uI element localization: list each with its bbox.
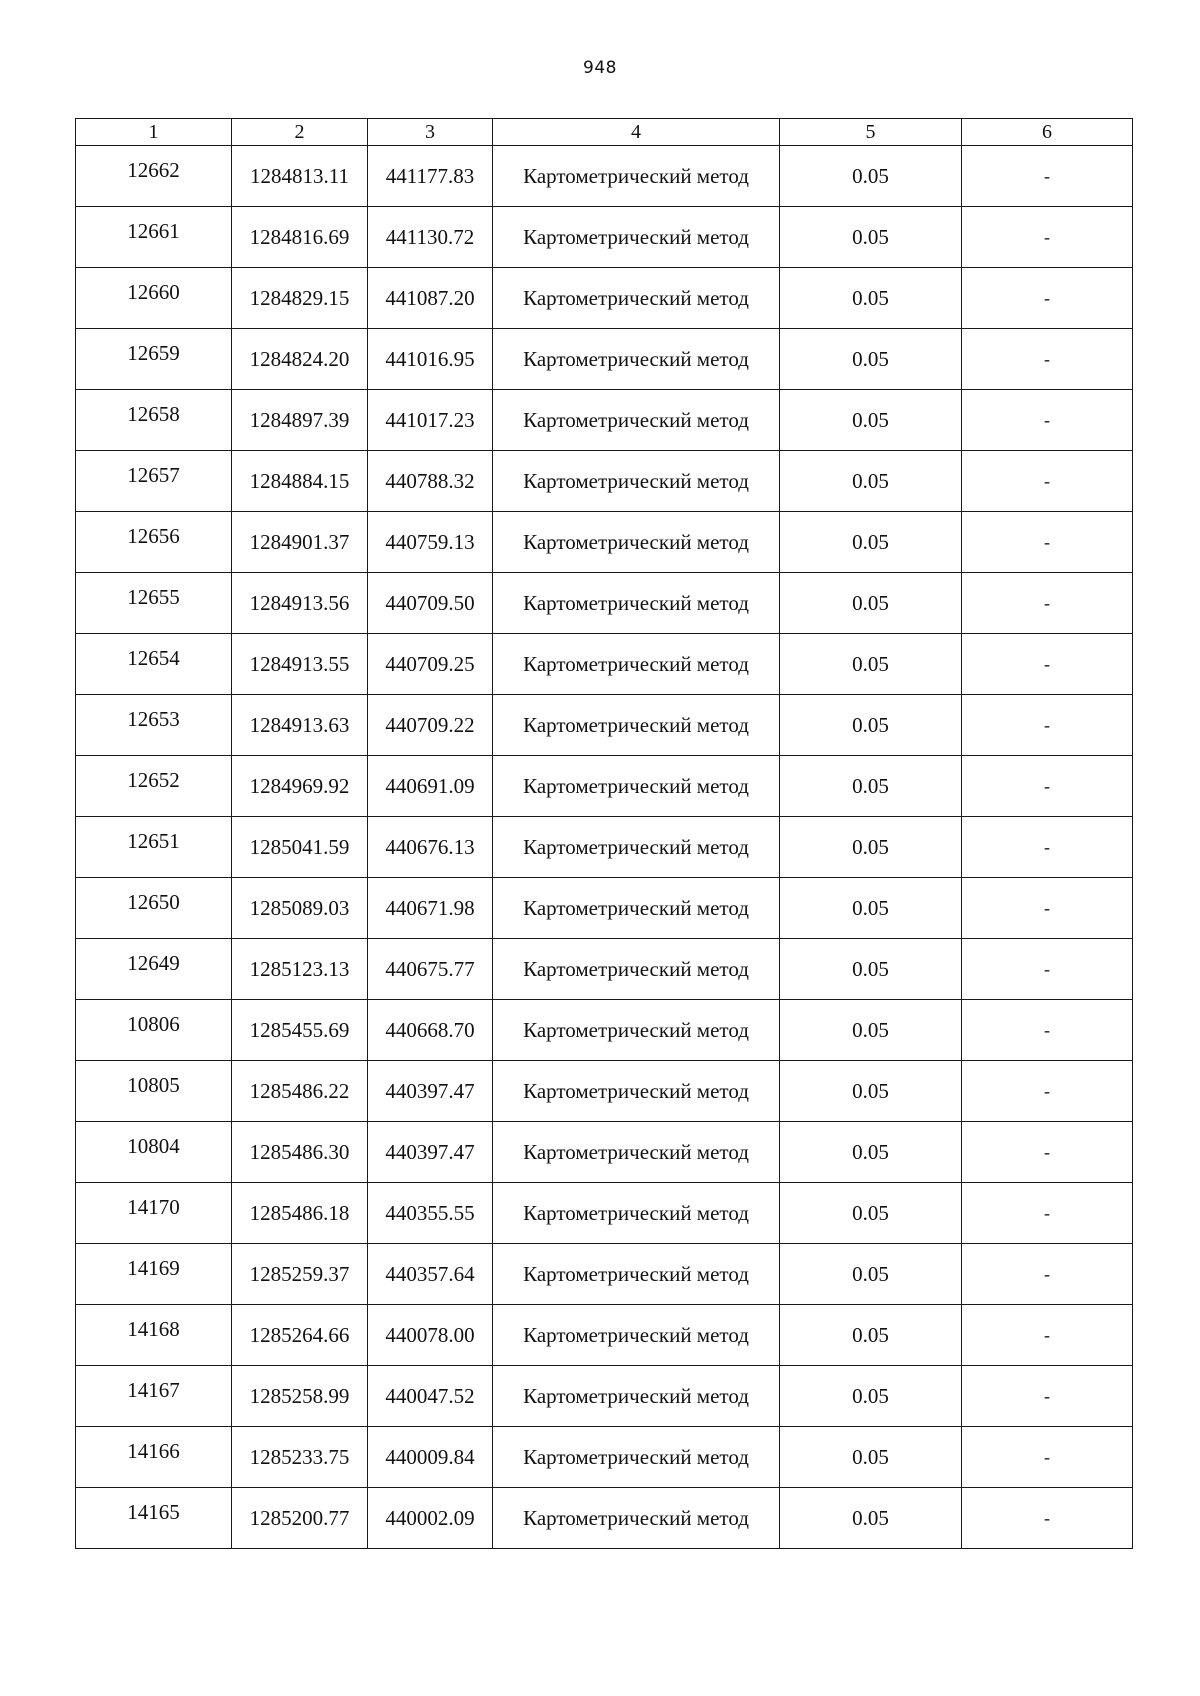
- method-cell: Картометрический метод: [493, 634, 780, 695]
- x-coordinate-cell: 1285264.66: [232, 1305, 368, 1366]
- point-number-cell: 14168: [76, 1305, 232, 1366]
- table-row: [76, 1244, 1133, 1305]
- method-cell: Картометрический метод: [493, 1061, 780, 1122]
- method-cell: Картометрический метод: [493, 1305, 780, 1366]
- note-cell: -: [962, 1488, 1133, 1549]
- point-number-cell: 12652: [76, 756, 232, 817]
- method-cell: Картометрический метод: [493, 695, 780, 756]
- table-row: [76, 817, 1133, 878]
- point-number-cell: 12660: [76, 268, 232, 329]
- x-coordinate-cell: 1284901.37: [232, 512, 368, 573]
- x-coordinate-cell: 1285259.37: [232, 1244, 368, 1305]
- accuracy-cell: 0.05: [780, 268, 962, 329]
- accuracy-cell: 0.05: [780, 1183, 962, 1244]
- table-row: [76, 268, 1133, 329]
- note-cell: -: [962, 1427, 1133, 1488]
- note-cell: -: [962, 634, 1133, 695]
- y-coordinate-cell: 440357.64: [368, 1244, 493, 1305]
- y-coordinate-cell: 440047.52: [368, 1366, 493, 1427]
- point-number-cell: 14167: [76, 1366, 232, 1427]
- accuracy-cell: 0.05: [780, 1427, 962, 1488]
- method-cell: Картометрический метод: [493, 939, 780, 1000]
- accuracy-cell: 0.05: [780, 634, 962, 695]
- method-cell: Картометрический метод: [493, 207, 780, 268]
- column-header: 6: [962, 119, 1133, 146]
- x-coordinate-cell: 1284913.63: [232, 695, 368, 756]
- table-row: [76, 1366, 1133, 1427]
- accuracy-cell: 0.05: [780, 1122, 962, 1183]
- column-header: 2: [232, 119, 368, 146]
- x-coordinate-cell: 1284969.92: [232, 756, 368, 817]
- accuracy-cell: 0.05: [780, 878, 962, 939]
- table-row: [76, 1305, 1133, 1366]
- accuracy-cell: 0.05: [780, 329, 962, 390]
- point-number-cell: 12650: [76, 878, 232, 939]
- table-row: [76, 451, 1133, 512]
- y-coordinate-cell: 440691.09: [368, 756, 493, 817]
- accuracy-cell: 0.05: [780, 817, 962, 878]
- y-coordinate-cell: 441130.72: [368, 207, 493, 268]
- point-number-cell: 12653: [76, 695, 232, 756]
- point-number-cell: 12649: [76, 939, 232, 1000]
- method-cell: Картометрический метод: [493, 329, 780, 390]
- x-coordinate-cell: 1285455.69: [232, 1000, 368, 1061]
- table-row: [76, 878, 1133, 939]
- x-coordinate-cell: 1284816.69: [232, 207, 368, 268]
- y-coordinate-cell: 440675.77: [368, 939, 493, 1000]
- accuracy-cell: 0.05: [780, 207, 962, 268]
- y-coordinate-cell: 441017.23: [368, 390, 493, 451]
- point-number-cell: 12651: [76, 817, 232, 878]
- accuracy-cell: 0.05: [780, 390, 962, 451]
- method-cell: Картометрический метод: [493, 1183, 780, 1244]
- column-header: 3: [368, 119, 493, 146]
- method-cell: Картометрический метод: [493, 1244, 780, 1305]
- column-header: 5: [780, 119, 962, 146]
- table-row: [76, 695, 1133, 756]
- y-coordinate-cell: 440671.98: [368, 878, 493, 939]
- x-coordinate-cell: 1285258.99: [232, 1366, 368, 1427]
- accuracy-cell: 0.05: [780, 939, 962, 1000]
- accuracy-cell: 0.05: [780, 1244, 962, 1305]
- point-number-cell: 12655: [76, 573, 232, 634]
- note-cell: -: [962, 1244, 1133, 1305]
- method-cell: Картометрический метод: [493, 756, 780, 817]
- note-cell: -: [962, 207, 1133, 268]
- y-coordinate-cell: 440397.47: [368, 1061, 493, 1122]
- table-body: [76, 146, 1133, 1549]
- table-row: [76, 390, 1133, 451]
- table-row: [76, 1061, 1133, 1122]
- table-row: [76, 1183, 1133, 1244]
- method-cell: Картометрический метод: [493, 878, 780, 939]
- page-number: 948: [583, 58, 617, 78]
- accuracy-cell: 0.05: [780, 1000, 962, 1061]
- method-cell: Картометрический метод: [493, 451, 780, 512]
- point-number-cell: 12659: [76, 329, 232, 390]
- accuracy-cell: 0.05: [780, 573, 962, 634]
- point-number-cell: 12656: [76, 512, 232, 573]
- table-row: [76, 1000, 1133, 1061]
- table-row: [76, 329, 1133, 390]
- note-cell: -: [962, 817, 1133, 878]
- note-cell: -: [962, 146, 1133, 207]
- note-cell: -: [962, 573, 1133, 634]
- y-coordinate-cell: 440078.00: [368, 1305, 493, 1366]
- y-coordinate-cell: 441087.20: [368, 268, 493, 329]
- table-row: [76, 146, 1133, 207]
- x-coordinate-cell: 1285233.75: [232, 1427, 368, 1488]
- x-coordinate-cell: 1284913.56: [232, 573, 368, 634]
- method-cell: Картометрический метод: [493, 146, 780, 207]
- y-coordinate-cell: 440397.47: [368, 1122, 493, 1183]
- table-row: [76, 207, 1133, 268]
- accuracy-cell: 0.05: [780, 451, 962, 512]
- accuracy-cell: 0.05: [780, 512, 962, 573]
- table-row: [76, 634, 1133, 695]
- y-coordinate-cell: 440668.70: [368, 1000, 493, 1061]
- point-number-cell: 10805: [76, 1061, 232, 1122]
- point-number-cell: 12662: [76, 146, 232, 207]
- accuracy-cell: 0.05: [780, 695, 962, 756]
- x-coordinate-cell: 1284824.20: [232, 329, 368, 390]
- point-number-cell: 14170: [76, 1183, 232, 1244]
- method-cell: Картометрический метод: [493, 1488, 780, 1549]
- point-number-cell: 10806: [76, 1000, 232, 1061]
- method-cell: Картометрический метод: [493, 1000, 780, 1061]
- x-coordinate-cell: 1284884.15: [232, 451, 368, 512]
- x-coordinate-cell: 1284897.39: [232, 390, 368, 451]
- table-row: [76, 512, 1133, 573]
- note-cell: -: [962, 939, 1133, 1000]
- x-coordinate-cell: 1285089.03: [232, 878, 368, 939]
- note-cell: -: [962, 1000, 1133, 1061]
- column-header: 4: [493, 119, 780, 146]
- y-coordinate-cell: 440676.13: [368, 817, 493, 878]
- point-number-cell: 14169: [76, 1244, 232, 1305]
- y-coordinate-cell: 440009.84: [368, 1427, 493, 1488]
- x-coordinate-cell: 1285041.59: [232, 817, 368, 878]
- x-coordinate-cell: 1284813.11: [232, 146, 368, 207]
- method-cell: Картометрический метод: [493, 573, 780, 634]
- y-coordinate-cell: 440709.25: [368, 634, 493, 695]
- y-coordinate-cell: 440709.50: [368, 573, 493, 634]
- point-number-cell: 14165: [76, 1488, 232, 1549]
- point-number-cell: 14166: [76, 1427, 232, 1488]
- method-cell: Картометрический метод: [493, 1366, 780, 1427]
- accuracy-cell: 0.05: [780, 146, 962, 207]
- coordinates-table: [75, 118, 1133, 1549]
- note-cell: -: [962, 1366, 1133, 1427]
- table-row: [76, 939, 1133, 1000]
- table-header-row: [76, 119, 1133, 146]
- accuracy-cell: 0.05: [780, 1488, 962, 1549]
- note-cell: -: [962, 1305, 1133, 1366]
- x-coordinate-cell: 1285486.30: [232, 1122, 368, 1183]
- method-cell: Картометрический метод: [493, 817, 780, 878]
- accuracy-cell: 0.05: [780, 1305, 962, 1366]
- note-cell: -: [962, 512, 1133, 573]
- point-number-cell: 12661: [76, 207, 232, 268]
- x-coordinate-cell: 1285486.18: [232, 1183, 368, 1244]
- note-cell: -: [962, 1061, 1133, 1122]
- x-coordinate-cell: 1284913.55: [232, 634, 368, 695]
- note-cell: -: [962, 756, 1133, 817]
- x-coordinate-cell: 1285200.77: [232, 1488, 368, 1549]
- accuracy-cell: 0.05: [780, 1061, 962, 1122]
- table-row: [76, 1427, 1133, 1488]
- note-cell: -: [962, 1122, 1133, 1183]
- table-row: [76, 756, 1133, 817]
- point-number-cell: 12654: [76, 634, 232, 695]
- y-coordinate-cell: 440709.22: [368, 695, 493, 756]
- y-coordinate-cell: 440788.32: [368, 451, 493, 512]
- accuracy-cell: 0.05: [780, 1366, 962, 1427]
- y-coordinate-cell: 440002.09: [368, 1488, 493, 1549]
- x-coordinate-cell: 1285123.13: [232, 939, 368, 1000]
- note-cell: -: [962, 695, 1133, 756]
- point-number-cell: 12658: [76, 390, 232, 451]
- note-cell: -: [962, 390, 1133, 451]
- note-cell: -: [962, 878, 1133, 939]
- table-row: [76, 1122, 1133, 1183]
- point-number-cell: 10804: [76, 1122, 232, 1183]
- method-cell: Картометрический метод: [493, 1122, 780, 1183]
- table-row: [76, 573, 1133, 634]
- method-cell: Картометрический метод: [493, 268, 780, 329]
- note-cell: -: [962, 451, 1133, 512]
- note-cell: -: [962, 1183, 1133, 1244]
- note-cell: -: [962, 268, 1133, 329]
- x-coordinate-cell: 1284829.15: [232, 268, 368, 329]
- method-cell: Картометрический метод: [493, 390, 780, 451]
- table-row: [76, 1488, 1133, 1549]
- y-coordinate-cell: 441016.95: [368, 329, 493, 390]
- y-coordinate-cell: 441177.83: [368, 146, 493, 207]
- note-cell: -: [962, 329, 1133, 390]
- y-coordinate-cell: 440759.13: [368, 512, 493, 573]
- y-coordinate-cell: 440355.55: [368, 1183, 493, 1244]
- x-coordinate-cell: 1285486.22: [232, 1061, 368, 1122]
- method-cell: Картометрический метод: [493, 512, 780, 573]
- column-header: 1: [76, 119, 232, 146]
- point-number-cell: 12657: [76, 451, 232, 512]
- accuracy-cell: 0.05: [780, 756, 962, 817]
- method-cell: Картометрический метод: [493, 1427, 780, 1488]
